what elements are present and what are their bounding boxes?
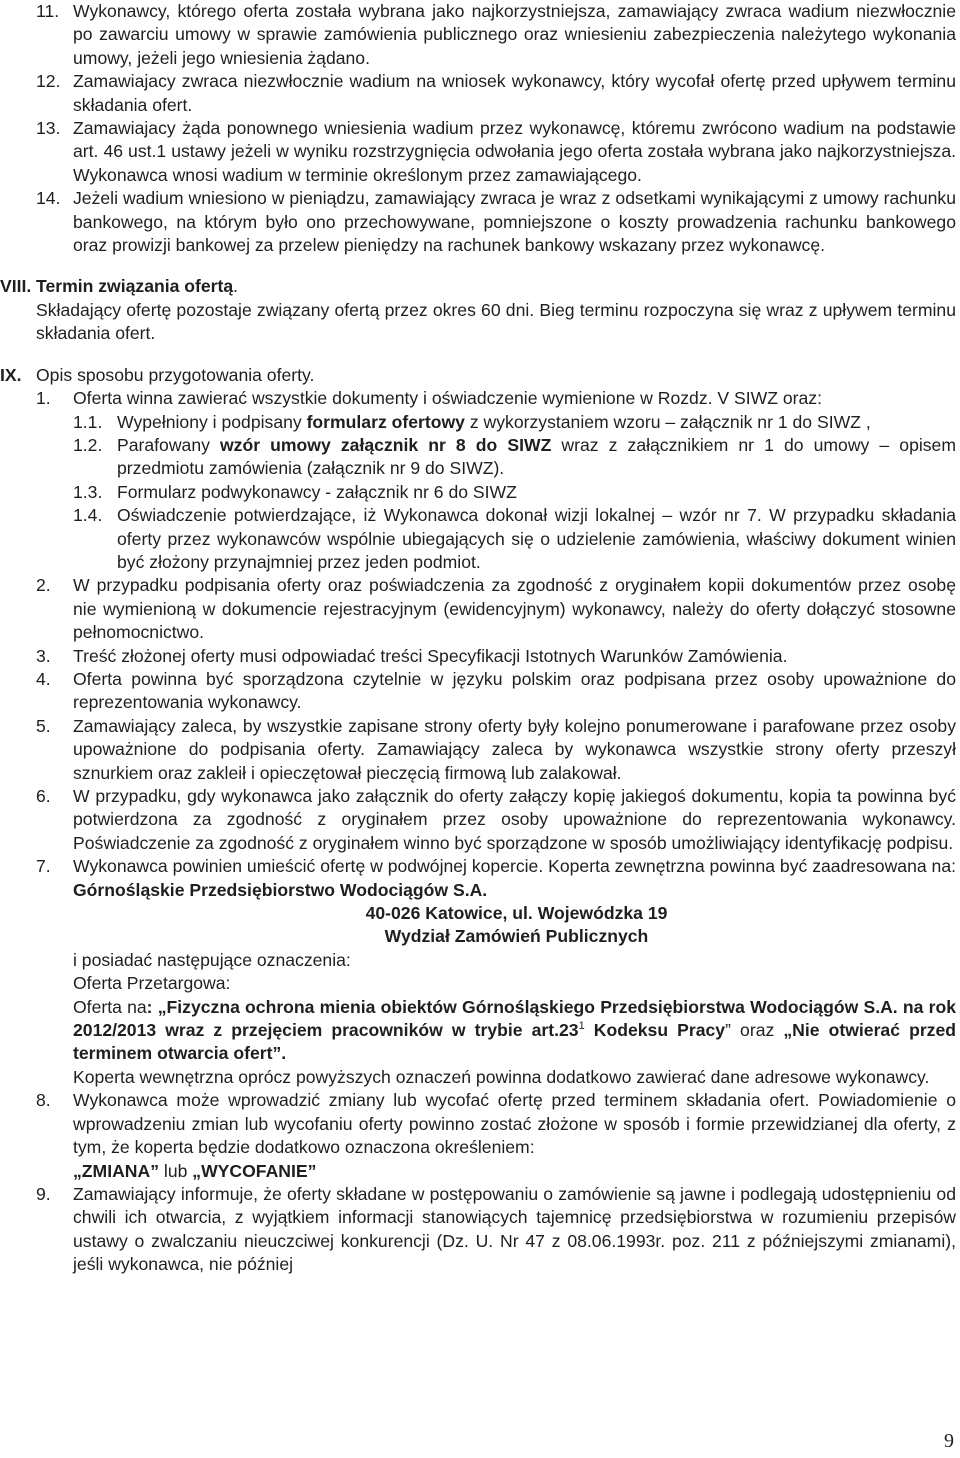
list-item: [0, 1089, 960, 1183]
withdraw-label: „WYCOFANIE”: [192, 1160, 317, 1181]
section-number: VIII.: [0, 276, 32, 297]
sub-item-text-post: z wykorzystaniem wzoru – załącznik nr 1 do SIWZ ,: [464, 411, 871, 432]
do-not-open-label: „Nie otwierać przed terminem otwarcia ofert”.: [73, 1020, 956, 1064]
item-text: W przypadku, gdy wykonawca jako załącznik do oferty załączy kopię jakiegoś dokumentu, kopia ta powinna być potwierdzona za zgodność z oryginałem przez osoby upoważnione do reprezentowania wykonawcy. Poświadczenie za zgodność z oryginałem winno być sporządzone w sposób umożliwiający identyfikację podpisu.: [73, 786, 956, 853]
list-item: [0, 785, 960, 855]
item-text: Zamawiający informuje, że oferty składane w postępowaniu o zamówienie są jawne i podlegają udostępnieniu od chwili ich otwarcia, z wyjątkiem informacji stanowiących tajemnicę przedsiębiorstwa w rozumieniu przepisów ustawy o zwalczaniu nieuczciwej konkurencji (Dz. U. Nr 47 z 08.06.1993r. poz. 211 z późniejszymi zmianami), jeśli wykonawca, nie później: [73, 1183, 956, 1275]
item-number: 2.: [36, 575, 51, 596]
offer-title: [0, 996, 960, 1066]
sub-item-bold: wzór umowy załącznik nr 8 do SIWZ: [220, 434, 552, 455]
item-text: Zamawiający zaleca, by wszystkie zapisane strony oferty były kolejno ponumerowane i parafowane przez osoby upoważnione do podpisania oferty. Zamawiający zaleca by wykonawca wszystkie strony oferty przeszył sznurkiem oraz zakleił i opieczętował pieczęcią firmową lub zalakował.: [73, 715, 956, 783]
item-number: 4.: [36, 668, 51, 689]
page-number: 9: [944, 1430, 954, 1452]
section-number: IX.: [0, 364, 22, 385]
list-item: [0, 668, 960, 715]
sub-item-number: 1.1.: [73, 411, 103, 432]
company-name: Górnośląskie Przedsiębiorstwo Wodociągów S.A.: [73, 879, 488, 900]
sub-item-text: Formularz podwykonawcy - załącznik nr 6 do SIWZ: [117, 481, 517, 502]
address-line: 40-026 Katowice, ul. Wojewódzka 19: [365, 903, 668, 924]
list-item: [0, 1183, 960, 1277]
item-number: 8.: [36, 1090, 51, 1111]
item-text: Zamawiajacy zwraca niezwłocznie wadium na wniosek wykonawcy, który wycofał ofertę przed upływem terminu składania ofert.: [73, 71, 956, 115]
sub-item: [0, 411, 960, 434]
list-item: [0, 0, 960, 70]
sub-item-number: 1.3.: [73, 481, 103, 502]
footnote-mark: 1: [578, 1020, 585, 1033]
item-text: Oferta winna zawierać wszystkie dokumenty i oświadczenie wymienione w Rozdz. V SIWZ oraz:: [73, 388, 822, 409]
list-item: [0, 187, 960, 257]
item-number: 7.: [36, 856, 51, 877]
offer-code-post: ” oraz: [725, 1020, 784, 1041]
or-text: lub: [159, 1160, 193, 1181]
list-item: [0, 715, 960, 785]
item-number: 6.: [36, 786, 51, 806]
section-title: Termin związania ofertą: [36, 276, 234, 297]
change-label: „ZMIANA”: [73, 1160, 160, 1181]
item-number: 5.: [36, 715, 51, 736]
item-text: W przypadku podpisania oferty oraz poświadczenia za zgodność z oryginałem kopii dokumentów przez osobę nie wymienioną w dokumencie rejestracyjnym (ewidencyjnym) wykonawcy, należy do oferty dołączyć stosowne pełnomocnictwo.: [73, 575, 956, 643]
item-number: 12.: [36, 71, 61, 92]
tender-label: Oferta Przetargowa:: [73, 973, 231, 994]
sub-item: [0, 481, 960, 504]
item-text: Wykonawca powinien umieścić ofertę w podwójnej kopercie. Koperta zewnętrzna powinna być zaadresowana na:: [73, 856, 956, 877]
sub-item-text-post: wraz z załącznikiem nr 1 do umowy – opisem przedmiotu zamówienia (załącznik nr 9 do SIWZ).: [117, 434, 957, 479]
sub-item-bold: formularz ofertowy: [306, 411, 465, 432]
inner-envelope-note: Koperta wewnętrzna oprócz powyższych oznaczeń powinna dodatkowo zawierać dane adresowe wykonawcy.: [73, 1066, 930, 1087]
spacer: [0, 346, 960, 364]
sub-item-text: Parafowany: [117, 434, 220, 455]
section-heading: [0, 275, 960, 298]
item-number: 13.: [36, 118, 61, 139]
item-text: Jeżeli wadium wniesiono w pieniądzu, zamawiający zwraca je wraz z odsetkami wynikającymi z umowy rachunku bankowego, na którym było ono przechowywane, pomniejszone o koszty prowadzenia rachunku bankowego oraz prowizji bankowej za przelew pieniędzy na rachunek bankowy wskazany przez wykonawcę.: [73, 188, 956, 256]
item-number: 1.: [36, 388, 51, 409]
sub-item-number: 1.2.: [73, 434, 103, 455]
section-title-dot: .: [233, 276, 239, 297]
sub-item: [0, 434, 960, 481]
item-number: 11.: [36, 1, 60, 21]
department-line: Wydział Zamówień Publicznych: [384, 926, 649, 947]
list-item: [0, 645, 960, 668]
paragraph: Składający ofertę pozostaje związany ofertą przez okres 60 dni. Bieg terminu rozpoczyna się wraz z upływem terminu składania ofert.: [36, 299, 956, 344]
item-text: Wykonawcy, którego oferta została wybrana jako najkorzystniejsza, zamawiający zwraca wadium niezwłocznie po zawarciu umowy w sprawie zamówienia publicznego oraz wniesieniu zabezpieczenia należytego wykonania umowy, jeżeli jego wniesienia żądano.: [73, 1, 956, 68]
marking-intro: i posiadać następujące oznaczenia:: [73, 949, 351, 970]
list-item: [0, 574, 960, 644]
item-text: Oferta powinna być sporządzona czytelnie w języku polskim oraz podpisana przez osoby upoważnione do reprezentowania wykonawcy.: [73, 668, 956, 713]
item-text: Zamawiajacy żąda ponownego wniesienia wadium przez wykonawcę, któremu zwrócono wadium na podstawie art. 46 ust.1 ustawy jeżeli w wyniku rozstrzygnięcia odwołania jego oferta została wybrana jako najkorzystniejsza. Wykonawca wnosi wadium w terminie określonym przez zamawiającego.: [73, 118, 956, 185]
sub-item: [0, 504, 960, 574]
section-title: Opis sposobu przygotowania oferty.: [36, 364, 315, 385]
sub-item-text: Oświadczenie potwierdzające, iż Wykonawca dokonał wizji lokalnej – wzór nr 7. W przypadku składania oferty przez wykonawców wspólnie ubiegających się o udzielenie zamówienia, właściwy dokument winien być złożony przynajmniej przez jeden podmiot.: [117, 505, 956, 572]
item-number: 3.: [36, 645, 51, 666]
item-text: Wykonawca może wprowadzić zmiany lub wycofać ofertę przed terminem składania ofert. Powiadomienie o wprowadzeniu zmian lub wycofaniu oferty powinno zostać złożone w sposób i formie przewidzianej dla oferty, z tym, że koperta będzie dodatkowo oznaczona określeniem:: [73, 1090, 956, 1158]
sub-item-text: Wypełniony i podpisany: [117, 411, 307, 432]
spacer: [0, 257, 960, 275]
offer-title-bold: : „Fizyczna ochrona mienia obiektów Górnośląskiego Przedsiębiorstwa Wodociągów S.A. na rok 2012/2013 wraz z przejęciem pracowników w trybie art.23: [73, 996, 956, 1041]
item-number: 9.: [36, 1183, 51, 1204]
offer-title-pre: Oferta na: [73, 996, 147, 1017]
offer-code: Kodeksu Pracy: [593, 1020, 726, 1041]
item-text: Treść złożonej oferty musi odpowiadać treści Specyfikacji Istotnych Warunków Zamówienia.: [73, 645, 788, 666]
list-item: [0, 387, 960, 410]
list-item: [0, 117, 960, 187]
list-item: [0, 855, 960, 902]
item-number: 14.: [36, 188, 61, 209]
section-heading: [0, 364, 960, 387]
list-item: [0, 70, 960, 117]
sub-item-number: 1.4.: [73, 505, 103, 526]
